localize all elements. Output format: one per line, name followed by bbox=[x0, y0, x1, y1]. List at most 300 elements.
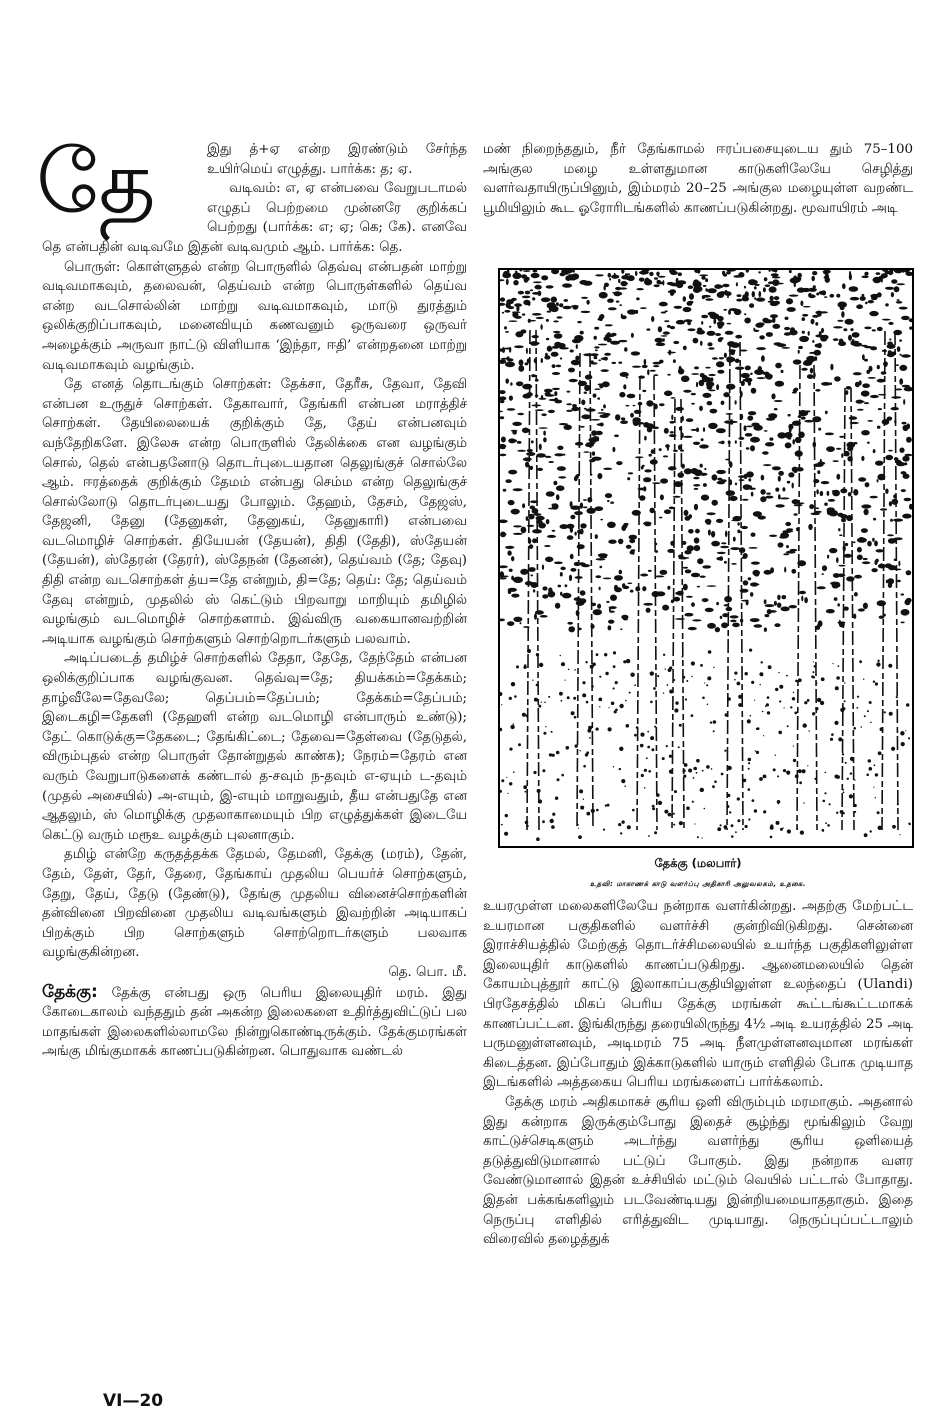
foliage-speck bbox=[575, 475, 579, 479]
foliage-speck bbox=[607, 522, 616, 528]
foliage-speck bbox=[699, 406, 703, 411]
foliage-speck bbox=[536, 287, 541, 289]
ground-speck bbox=[673, 824, 675, 826]
foliage-speck bbox=[526, 452, 535, 456]
foliage-speck bbox=[827, 491, 830, 496]
foliage-speck bbox=[789, 295, 799, 297]
ground-speck bbox=[648, 770, 651, 773]
ground-speck bbox=[803, 802, 804, 803]
foliage-speck bbox=[505, 378, 509, 383]
foliage-speck bbox=[604, 337, 608, 341]
foliage-speck bbox=[757, 377, 766, 379]
foliage-speck bbox=[876, 549, 884, 552]
foliage-speck bbox=[707, 512, 716, 515]
foliage-speck bbox=[683, 390, 691, 393]
foliage-speck bbox=[850, 341, 859, 343]
ground-speck bbox=[669, 690, 673, 694]
ground-speck bbox=[814, 778, 816, 780]
foliage-speck bbox=[549, 461, 554, 463]
ground-speck bbox=[650, 671, 654, 675]
foliage-speck bbox=[607, 500, 610, 502]
ground-speck bbox=[748, 818, 750, 820]
foliage-speck bbox=[542, 594, 548, 598]
foliage-speck bbox=[730, 547, 740, 550]
ground-speck bbox=[603, 829, 605, 831]
foliage-speck bbox=[874, 541, 878, 547]
foliage-speck bbox=[860, 296, 866, 301]
ground-speck bbox=[724, 750, 726, 752]
ground-speck bbox=[770, 826, 774, 830]
foliage-speck bbox=[859, 380, 862, 385]
foliage-speck bbox=[702, 598, 709, 602]
foliage-speck bbox=[546, 338, 549, 341]
foliage-speck bbox=[667, 325, 671, 328]
foliage-speck bbox=[560, 567, 565, 571]
ground-speck bbox=[870, 722, 872, 724]
foliage-speck bbox=[758, 516, 766, 520]
foliage-speck bbox=[870, 496, 878, 499]
ground-speck bbox=[840, 708, 844, 712]
ground-speck bbox=[620, 832, 622, 834]
foliage-speck bbox=[793, 388, 797, 393]
foliage-speck bbox=[664, 320, 669, 322]
ground-speck bbox=[802, 769, 806, 773]
foliage-speck bbox=[722, 284, 729, 287]
foliage-speck bbox=[808, 331, 810, 336]
foliage-speck bbox=[751, 562, 760, 565]
ground-speck bbox=[726, 805, 729, 808]
ground-speck bbox=[854, 811, 856, 813]
ground-speck bbox=[507, 793, 508, 794]
teak-text: தேக்கு என்பது ஒரு பெரிய இலையுதிர் மரம். இது கோடைகாலம் வந்ததும் தன் அகன்ற இலைகளை உதிர்த்துவிட்டுப் பல மாதங்கள் இலைகளில்லாமலே நின்றுகொண்டிருக்கும். தேக்குமரங்கள் அங்கு மிங்குமாகக் காணப்படுகின்றன. பொதுவாக வண்டல் bbox=[42, 985, 467, 1060]
foliage-speck bbox=[716, 361, 724, 367]
foliage-speck bbox=[507, 621, 514, 626]
foliage-speck bbox=[750, 618, 760, 622]
ground-speck bbox=[778, 731, 782, 735]
ground-speck bbox=[704, 682, 705, 683]
foliage-speck bbox=[511, 556, 514, 561]
ground-speck bbox=[509, 697, 512, 700]
foliage-speck bbox=[514, 303, 522, 307]
ground-speck bbox=[542, 820, 545, 823]
foliage-speck bbox=[500, 619, 505, 622]
foliage-speck bbox=[610, 341, 620, 345]
foliage-speck bbox=[766, 493, 771, 495]
foliage-speck bbox=[519, 270, 522, 271]
foliage-speck bbox=[826, 446, 835, 452]
foliage-speck bbox=[505, 362, 515, 368]
ground-speck bbox=[696, 759, 700, 763]
foliage-speck bbox=[869, 311, 878, 316]
foliage-speck bbox=[598, 359, 601, 361]
foliage-speck bbox=[684, 319, 692, 322]
foliage-speck bbox=[897, 299, 900, 301]
ground-speck bbox=[667, 684, 669, 686]
ground-speck bbox=[727, 766, 731, 770]
foliage-speck bbox=[774, 601, 777, 606]
foliage-speck bbox=[721, 542, 727, 544]
foliage-speck bbox=[877, 479, 879, 482]
foliage-speck bbox=[782, 487, 785, 491]
foliage-speck bbox=[850, 297, 859, 301]
foliage-speck bbox=[832, 490, 840, 497]
foliage-speck bbox=[583, 451, 589, 453]
ground-speck bbox=[817, 698, 821, 702]
foliage-speck bbox=[902, 514, 911, 519]
foliage-speck bbox=[862, 561, 870, 564]
foliage-speck bbox=[817, 470, 820, 474]
foliage-speck bbox=[906, 570, 912, 575]
foliage-speck bbox=[552, 388, 560, 390]
ground-speck bbox=[821, 677, 825, 681]
foliage-speck bbox=[772, 466, 781, 470]
foliage-speck bbox=[580, 426, 585, 428]
foliage-speck bbox=[754, 280, 758, 284]
foliage-speck bbox=[668, 350, 671, 356]
ground-speck bbox=[770, 836, 773, 839]
foliage-speck bbox=[800, 301, 803, 307]
foliage-speck bbox=[814, 356, 817, 361]
ground-speck bbox=[870, 830, 872, 832]
foliage-speck bbox=[848, 335, 852, 341]
foliage-speck bbox=[597, 412, 605, 414]
foliage-speck bbox=[541, 413, 546, 416]
foliage-speck bbox=[774, 400, 783, 402]
ground-speck bbox=[573, 697, 576, 700]
foliage-speck bbox=[785, 522, 791, 526]
foliage-speck bbox=[852, 332, 860, 338]
ground-speck bbox=[878, 826, 882, 830]
foliage-speck bbox=[681, 376, 690, 383]
paragraph-teak bbox=[42, 983, 467, 1062]
drop-cap-letter: தே bbox=[36, 130, 152, 233]
ground-speck bbox=[504, 832, 508, 836]
foliage-speck bbox=[645, 525, 651, 527]
foliage-speck bbox=[771, 393, 775, 399]
foliage-speck bbox=[775, 381, 784, 387]
foliage-speck bbox=[790, 549, 798, 552]
foliage-speck bbox=[575, 336, 579, 341]
foliage-speck bbox=[512, 312, 518, 318]
paragraph-altitude: உயரமுள்ள மலைகளிலேயே நன்றாக வளர்கின்றது. அதற்கு மேற்பட்ட உயரமான பகுதிகளில் வளர்ச்சி குன்றிவிடுகிறது. சென்னை இராச்சியத்தில் மேற்குத் தொடர்ச்சிமலையில் உயர்ந்த பகுதிகளிலுள்ள இலையுதிர் காடுகளில் காணப்படுகிறது. ஆனைமலையில் தென் கோயம்புத்தூர் காட்டு இலாகாப்பகுதியிலுள்ள உலந்தைப் (Ulandi) பிரதேசத்தில் மிகப் பெரிய தேக்கு மரங்கள் கூட்டங்கூட்டமாகக் காணப்பட்டன. இங்கிருந்து தரையிலிருந்து 4½ அடி உயரத்தில் 25 அடி பருமனுள்ளனவும், அடிமரம் 75 அடி நீளமுள்ளனவுமான மரங்கள் கிடைத்தன. இப்போதும் இக்காடுகளில் யாரும் எளிதில் போக முடியாத இடங்களில் அத்தகைய பெரிய மரங்களைப் பார்க்கலாம். bbox=[483, 899, 913, 1091]
foliage-speck bbox=[505, 331, 509, 333]
foliage-speck bbox=[678, 445, 681, 450]
foliage-speck bbox=[856, 400, 864, 404]
ground-speck bbox=[847, 778, 849, 780]
foliage-speck bbox=[706, 385, 712, 390]
foliage-speck bbox=[640, 307, 647, 309]
ground-speck bbox=[561, 662, 565, 666]
ground-speck bbox=[754, 700, 755, 701]
foliage-speck bbox=[902, 422, 907, 425]
ground-speck bbox=[586, 751, 589, 754]
foliage-speck bbox=[581, 297, 588, 299]
ground-speck bbox=[711, 768, 713, 770]
ground-speck bbox=[891, 747, 895, 751]
foliage-speck bbox=[549, 348, 552, 350]
foliage-speck bbox=[669, 507, 674, 510]
foliage-speck bbox=[570, 554, 574, 559]
ground-speck bbox=[702, 837, 703, 838]
foliage-speck bbox=[502, 272, 511, 278]
ground-speck bbox=[897, 803, 899, 805]
ground-speck bbox=[551, 825, 555, 829]
ground-speck bbox=[654, 726, 656, 728]
paragraph-basic-words: அடிப்படைத் தமிழ்ச் சொற்களில் தேதா, தேதே, தேந்தேம் என்பன ஒலிக்குறிப்பாக வழங்குவன. தெவ்வு=தே; தியக்கம்=தேக்கம்; தாழ்வீலே=தேவலே; தெப்பம்=தேப்பம்; தேக்கம்=தேப்பம்; இடைகழி=தேகளி (தேஹளி என்ற வடமொழி என்பாரும் உண்டு); தேட் கொடுக்கு=தேகடை; தேங்கிட்டை; தேவை=தேள்வை (தேடுதல், விரும்புதல் என்ற பொருள் தோன்றுதல் காண்க); நேரம்=தேரம் என வரும் வேறுபாடுகளைக் கண்டால் த-சவும் ந-தவும் எ-ஏயும் ட-தவும் (முதல் அசையில்) அ-எயும், இ-எயும் மாறுவதும், தீய என்பதுதே என ஆதலும், ஸ் மொழிக்கு முதலாகாமையும் பிற எழுத்துக்கள் இடையே கெட்டு வரும் மரூஉ வழக்கும் புலனாகும். bbox=[42, 651, 467, 843]
foliage-speck bbox=[608, 273, 611, 278]
foliage-speck bbox=[676, 407, 684, 411]
foliage-speck bbox=[620, 420, 628, 424]
ground-speck bbox=[627, 825, 631, 829]
foliage-speck bbox=[819, 331, 822, 335]
ground-speck bbox=[877, 811, 880, 814]
foliage-speck bbox=[505, 546, 514, 549]
foliage-speck bbox=[738, 437, 744, 440]
foliage-speck bbox=[642, 586, 646, 591]
foliage-speck bbox=[707, 342, 712, 346]
ground-speck bbox=[640, 744, 644, 748]
foliage-speck bbox=[786, 545, 789, 548]
ground-speck bbox=[501, 779, 504, 782]
foliage-speck bbox=[777, 432, 786, 438]
ground-speck bbox=[755, 750, 756, 751]
foliage-speck bbox=[865, 482, 870, 487]
foliage-speck bbox=[530, 289, 533, 291]
foliage-speck bbox=[502, 347, 505, 353]
foliage-speck bbox=[650, 508, 655, 514]
ground-speck bbox=[626, 659, 630, 663]
foliage-speck bbox=[695, 529, 700, 534]
foliage-speck bbox=[694, 545, 701, 551]
figure-caption: தேக்கு (மலபார்) bbox=[654, 856, 742, 870]
foliage-speck bbox=[526, 348, 528, 354]
foliage-speck bbox=[674, 597, 681, 602]
foliage-speck bbox=[557, 466, 566, 471]
ground-speck bbox=[647, 731, 649, 733]
foliage-speck bbox=[583, 353, 592, 356]
ground-speck bbox=[580, 806, 584, 810]
foliage-speck bbox=[746, 426, 753, 428]
ground-speck bbox=[702, 697, 705, 700]
foliage-speck bbox=[706, 522, 710, 525]
foliage-speck bbox=[615, 414, 620, 420]
ground-speck bbox=[544, 702, 546, 704]
ground-speck bbox=[775, 688, 778, 691]
foliage-speck bbox=[701, 276, 705, 280]
foliage-speck bbox=[619, 570, 622, 575]
foliage-speck bbox=[724, 561, 727, 564]
foliage-speck bbox=[509, 347, 511, 353]
foliage-speck bbox=[640, 574, 648, 577]
foliage-speck bbox=[555, 603, 560, 609]
foliage-speck bbox=[909, 504, 912, 510]
ground-speck bbox=[691, 661, 695, 665]
ground-speck bbox=[543, 732, 546, 735]
foliage-speck bbox=[875, 461, 883, 466]
foliage-speck bbox=[807, 374, 814, 379]
foliage-speck bbox=[615, 287, 621, 290]
foliage-speck bbox=[764, 277, 768, 281]
foliage-speck bbox=[777, 595, 780, 600]
ground-speck bbox=[793, 692, 794, 693]
ground-speck bbox=[831, 733, 834, 736]
foliage-speck bbox=[769, 437, 773, 440]
ground-speck bbox=[909, 824, 911, 826]
foliage-speck bbox=[824, 503, 828, 506]
foliage-speck bbox=[552, 364, 556, 368]
foliage-speck bbox=[902, 385, 910, 388]
ground-speck bbox=[878, 751, 882, 755]
foliage-speck bbox=[612, 292, 622, 294]
foliage-speck bbox=[758, 271, 761, 273]
ground-speck bbox=[574, 669, 576, 671]
ground-speck bbox=[854, 779, 855, 780]
ground-speck bbox=[641, 774, 644, 777]
foliage-speck bbox=[716, 602, 719, 605]
ground-speck bbox=[867, 710, 869, 712]
ground-speck bbox=[666, 745, 668, 747]
ground-speck bbox=[526, 714, 529, 717]
foliage-speck bbox=[702, 393, 711, 398]
ground-speck bbox=[811, 675, 814, 678]
foliage-speck bbox=[788, 472, 794, 477]
foliage-speck bbox=[764, 570, 772, 575]
foliage-speck bbox=[775, 283, 784, 285]
foliage-speck bbox=[746, 270, 749, 273]
ground-speck bbox=[571, 711, 575, 715]
foliage-speck bbox=[808, 524, 812, 530]
ground-speck bbox=[678, 746, 680, 748]
foliage-speck bbox=[528, 567, 535, 572]
foliage-speck bbox=[509, 569, 513, 572]
ground-speck bbox=[536, 653, 539, 656]
foliage-speck bbox=[774, 623, 780, 627]
ground-speck bbox=[875, 682, 878, 685]
ground-speck bbox=[511, 682, 515, 686]
foliage-speck bbox=[626, 377, 628, 379]
foliage-speck bbox=[770, 314, 778, 318]
foliage-speck bbox=[500, 303, 505, 306]
ground-speck bbox=[754, 809, 757, 812]
foliage-speck bbox=[545, 456, 552, 458]
foliage-speck bbox=[556, 485, 565, 491]
foliage-speck bbox=[652, 482, 661, 484]
foliage-speck bbox=[619, 392, 625, 398]
foliage-speck bbox=[659, 517, 662, 519]
foliage-speck bbox=[716, 519, 723, 523]
foliage-speck bbox=[541, 395, 543, 399]
foliage-speck bbox=[630, 413, 634, 418]
foliage-speck bbox=[687, 301, 693, 306]
ground-speck bbox=[650, 736, 654, 740]
foliage-speck bbox=[735, 400, 737, 404]
foliage-speck bbox=[648, 570, 652, 572]
foliage-speck bbox=[754, 624, 763, 628]
foliage-speck bbox=[559, 303, 563, 307]
ground-speck bbox=[800, 831, 804, 835]
foliage-speck bbox=[748, 411, 756, 415]
ground-speck bbox=[613, 687, 615, 689]
ground-speck bbox=[759, 777, 763, 781]
foliage-speck bbox=[780, 532, 789, 538]
ground-speck bbox=[830, 738, 833, 741]
foliage-speck bbox=[857, 555, 863, 561]
foliage-speck bbox=[659, 302, 668, 307]
foliage-speck bbox=[781, 595, 786, 599]
ground-speck bbox=[574, 716, 577, 719]
foliage-speck bbox=[901, 471, 907, 474]
foliage-speck bbox=[809, 504, 814, 509]
foliage-speck bbox=[792, 499, 800, 504]
foliage-speck bbox=[694, 537, 700, 543]
foliage-speck bbox=[700, 464, 703, 468]
foliage-speck bbox=[849, 286, 859, 292]
foliage-speck bbox=[756, 298, 765, 302]
foliage-speck bbox=[600, 414, 609, 418]
foliage-speck bbox=[531, 574, 534, 576]
foliage-speck bbox=[774, 296, 780, 300]
foliage-speck bbox=[560, 592, 562, 596]
foliage-speck bbox=[891, 279, 897, 284]
foliage-speck bbox=[597, 604, 601, 609]
foliage-speck bbox=[531, 273, 540, 278]
ground-speck bbox=[632, 809, 635, 812]
foliage-speck bbox=[803, 306, 811, 308]
foliage-speck bbox=[614, 575, 623, 581]
foliage-speck bbox=[658, 326, 662, 332]
foliage-speck bbox=[594, 327, 599, 330]
ground-speck bbox=[672, 722, 674, 724]
foliage-speck bbox=[670, 283, 678, 287]
foliage-speck bbox=[507, 356, 510, 360]
ground-speck bbox=[674, 708, 678, 712]
foliage-speck bbox=[668, 291, 671, 293]
foliage-speck bbox=[741, 526, 748, 529]
foliage-speck bbox=[600, 519, 603, 521]
foliage-speck bbox=[694, 366, 699, 369]
foliage-speck bbox=[580, 590, 586, 595]
foliage-speck bbox=[514, 345, 524, 348]
foliage-speck bbox=[536, 317, 544, 319]
foliage-speck bbox=[667, 374, 670, 376]
foliage-speck bbox=[720, 616, 723, 619]
foliage-speck bbox=[828, 499, 835, 502]
right-column-bottom bbox=[483, 897, 913, 1250]
foliage-speck bbox=[745, 291, 749, 297]
foliage-speck bbox=[903, 399, 905, 405]
foliage-speck bbox=[581, 564, 590, 567]
foliage-speck bbox=[853, 372, 862, 375]
foliage-speck bbox=[655, 338, 664, 343]
ground-speck bbox=[626, 724, 630, 728]
foliage-speck bbox=[787, 307, 796, 312]
foliage-speck bbox=[850, 328, 853, 331]
foliage-speck bbox=[888, 322, 893, 325]
ground-speck bbox=[514, 695, 517, 698]
ground-speck bbox=[734, 672, 737, 675]
ground-speck bbox=[850, 757, 854, 761]
ground-speck bbox=[864, 833, 868, 837]
ground-speck bbox=[834, 721, 838, 725]
ground-speck bbox=[629, 692, 631, 694]
ground-speck bbox=[693, 777, 695, 779]
tree-trunk-line bbox=[681, 399, 684, 830]
foliage-speck bbox=[534, 613, 537, 619]
ground-speck bbox=[605, 672, 608, 675]
ground-speck bbox=[868, 759, 871, 762]
foliage-speck bbox=[531, 440, 534, 443]
ground-speck bbox=[694, 823, 695, 824]
